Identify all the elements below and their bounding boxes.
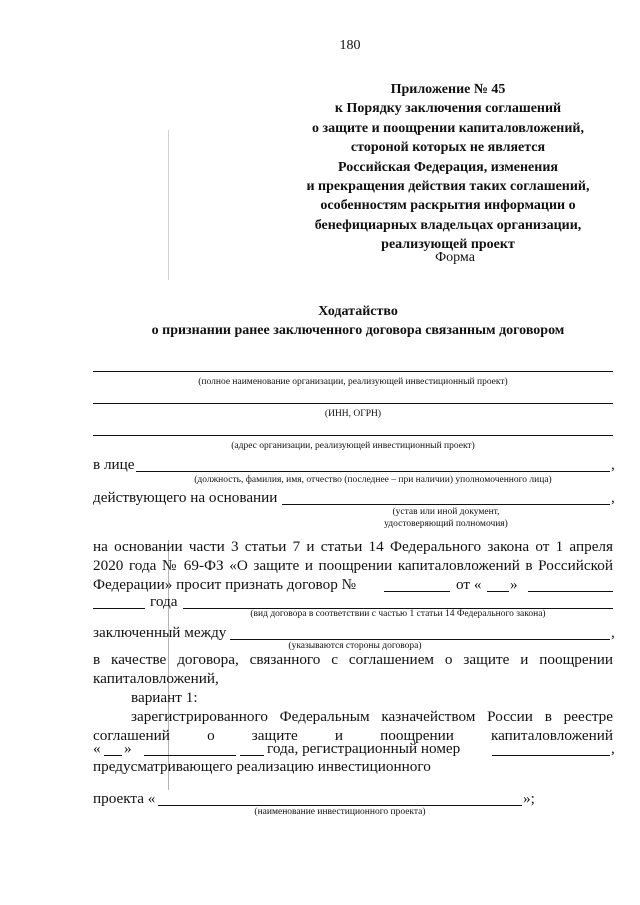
registration-day-field[interactable]	[104, 755, 122, 756]
org-name-caption: (полное наименование организации, реализующей инвестиционный проект)	[198, 377, 508, 387]
appendix-line: к Порядку заключения соглашений	[334, 101, 562, 117]
basis-label: действующего на основании	[93, 489, 278, 506]
appendix-line: реализующей проект	[381, 237, 515, 253]
comma: ,	[611, 489, 615, 506]
registration-number-field[interactable]	[492, 755, 610, 756]
body-line: предусматривающего реализацию инвестиционного	[93, 758, 431, 775]
contract-month-field[interactable]	[528, 591, 613, 592]
inn-ogrn-field[interactable]	[93, 403, 613, 404]
body-line: на основании части 3 статьи 7 и статьи 14 Федерального закона от 1 апреля	[93, 538, 613, 555]
body-line: 2020 года № 69-ФЗ «О защите и поощрении капиталовложений в Российской	[93, 557, 613, 574]
concluded-label: заключенный между	[93, 624, 227, 641]
basis-caption: (устав или иной документ,	[392, 507, 500, 517]
registration-number-label: года, регистрационный номер	[267, 740, 461, 757]
body-line: в качестве договора, связанного с соглашением о защите и поощрении	[93, 651, 613, 668]
contract-number-field[interactable]	[384, 591, 450, 592]
contract-day-field[interactable]	[487, 591, 509, 592]
address-field[interactable]	[93, 435, 613, 436]
date-from-label: от «	[456, 576, 482, 593]
document-title: Ходатайство	[318, 304, 398, 319]
body-line: Федерации» просит признать договор №	[93, 576, 357, 593]
year-word: года	[150, 593, 178, 610]
quote-close: »	[124, 740, 132, 757]
appendix-line: особенностям раскрытия информации о	[320, 198, 576, 214]
registration-month-field[interactable]	[144, 755, 236, 756]
document-subtitle: о признании ранее заключенного договора связанным договором	[151, 323, 565, 338]
parties-caption: (указываются стороны договора)	[288, 641, 422, 651]
person-caption: (должность, фамилия, имя, отчество (последнее – при наличии) уполномоченного лица)	[194, 475, 552, 485]
appendix-line: стороной которых не является	[350, 140, 546, 156]
appendix-line: и прекращения действия таких соглашений,	[306, 179, 590, 195]
form-label: Форма	[435, 250, 475, 265]
body-line: зарегистрированного Федеральным казначейством России в реестре	[131, 708, 613, 725]
project-end: »;	[523, 790, 535, 807]
comma: ,	[611, 624, 615, 641]
project-name-field[interactable]	[158, 805, 522, 806]
appendix-line: Российская Федерация, изменения	[338, 159, 558, 175]
person-field[interactable]	[136, 471, 610, 472]
variant-label: вариант 1:	[131, 689, 198, 706]
contract-type-caption: (вид договора в соответствии с частью 1 статьи 14 Федерального закона)	[250, 609, 546, 619]
person-label: в лице	[93, 456, 135, 473]
basis-caption: удостоверяющий полномочия)	[384, 519, 508, 529]
quote-open: «	[93, 740, 101, 757]
comma: ,	[611, 456, 615, 473]
appendix-line: бенефициарных владельцах организации,	[314, 217, 582, 233]
appendix-line: Приложение № 45	[390, 82, 506, 97]
body-line: соглашений о защите и поощрении капиталовложений	[93, 727, 613, 744]
body-line: капиталовложений,	[93, 670, 219, 687]
registration-year-field[interactable]	[240, 755, 264, 756]
page-number: 180	[339, 38, 361, 53]
basis-field[interactable]	[282, 504, 610, 505]
project-name-caption: (наименование инвестиционного проекта)	[254, 807, 426, 817]
address-caption: (адрес организации, реализующей инвестиционный проект)	[231, 441, 475, 451]
org-name-field[interactable]	[93, 371, 613, 372]
quote-close: »	[510, 576, 518, 593]
inn-ogrn-caption: (ИНН, ОГРН)	[324, 409, 382, 419]
parties-field[interactable]	[230, 639, 610, 640]
comma: ,	[611, 740, 615, 757]
scan-artifact-line	[168, 130, 169, 280]
contract-year-field[interactable]	[93, 608, 145, 609]
project-label: проекта «	[93, 790, 156, 807]
appendix-header	[268, 80, 628, 255]
appendix-line: о защите и поощрении капиталовложений,	[312, 120, 584, 136]
